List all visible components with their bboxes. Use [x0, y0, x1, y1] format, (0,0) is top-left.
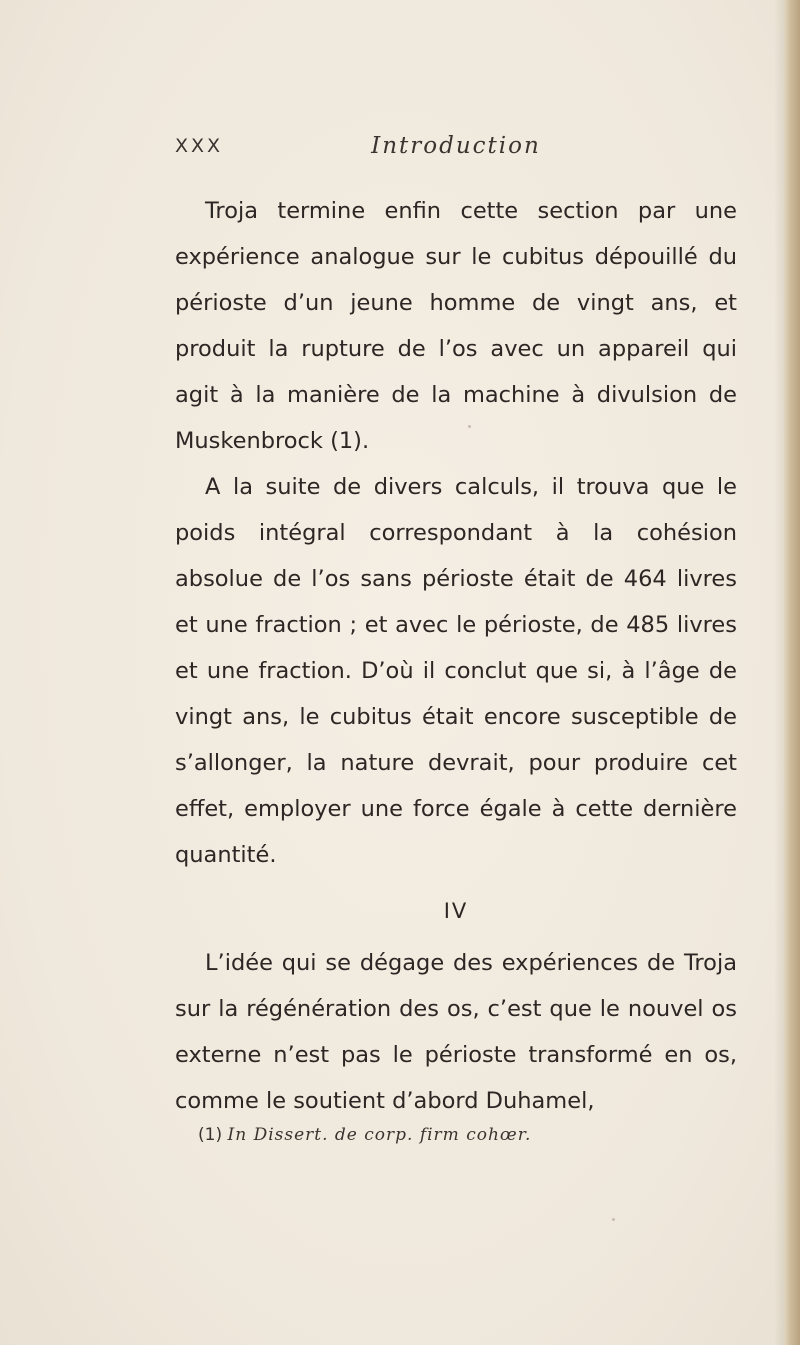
paragraph-1: Troja termine enfin cette section par une expérience analogue sur le cubitus dépouillé du périoste d’un jeune homme de vingt ans, et produit la rupture de l’os avec un appareil qui agit à la manière de la machine à divulsion de Muskenbrock (1). — [175, 198, 737, 454]
paragraph-2: A la suite de divers calculs, il trouva que le poids intégral correspondant à la cohésion absolue de l’os sans périoste était de 464 livres et une fraction ; et avec le périoste, de 485 livres et une fraction. D’où il conclut que si, à l’âge de vingt ans, le cubitus était encore susceptible de s’allonger, la nature devrait, pour produire cet effet, employer une force égale à cette dernière quantité. — [175, 474, 737, 868]
footnote-marker: (1) — [198, 1125, 223, 1145]
running-head — [175, 135, 737, 165]
paper-speck — [612, 1218, 615, 1221]
paper-speck — [468, 425, 471, 428]
footnote — [198, 1125, 531, 1145]
page-edge — [784, 0, 800, 1345]
paragraph-3: L’idée qui se dégage des expériences de Troja sur la régénération des os, c’est que le nouvel os externe n’est pas le périoste transformé en os, comme le soutient d’abord Duhamel, — [175, 950, 737, 1114]
footnote-text: In Dissert. de corp. firm cohœr. — [227, 1125, 532, 1145]
page-number: XXX — [175, 135, 224, 157]
running-title: Introduction — [371, 133, 541, 159]
page-edge-shadow — [774, 0, 784, 1345]
section-heading: IV — [443, 899, 469, 923]
main-text — [175, 188, 737, 1124]
